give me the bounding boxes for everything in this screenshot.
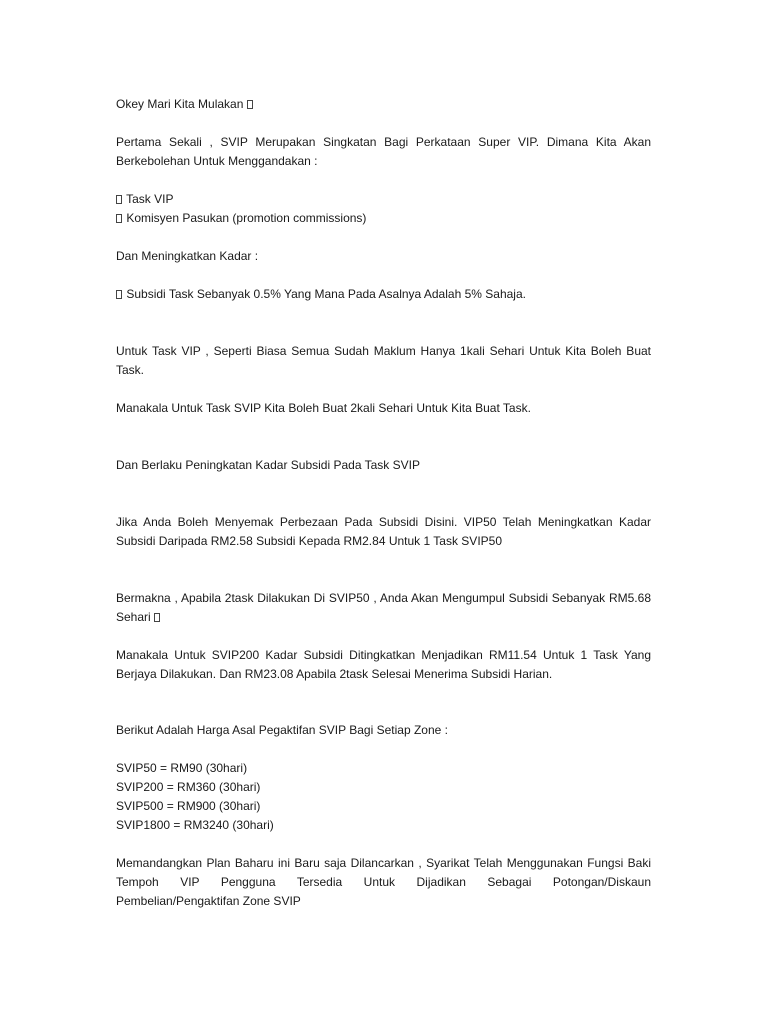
paragraph-line: Berikut Adalah Harga Asal Pegaktifan SVIP Bagi Setiap Zone : xyxy=(116,723,448,737)
paragraph-line: Berkebolehan Untuk Menggandakan : xyxy=(116,154,318,168)
paragraph-line: Untuk Task VIP , Seperti Biasa Semua Sudah Maklum Hanya 1kali Sehari Untuk Kita Boleh Buat xyxy=(116,344,651,358)
missing-glyph-icon xyxy=(116,290,122,299)
bullet-text: Subsidi Task Sebanyak 0.5% Yang Mana Pada Asalnya Adalah 5% Sahaja. xyxy=(126,287,526,301)
price-line: SVIP1800 = RM3240 (30hari) xyxy=(116,818,274,832)
paragraph-line: Tempoh VIP Pengguna Tersedia Untuk Dijadikan Sebagai Potongan/Diskaun xyxy=(116,875,651,889)
paragraph-line: Pertama Sekali , SVIP Merupakan Singkatan Bagi Perkataan Super VIP. Dimana Kita Akan xyxy=(116,135,651,149)
paragraph-text: Sehari xyxy=(116,610,151,624)
bullet-text: Task VIP xyxy=(126,192,174,206)
paragraph-line: Manakala Untuk Task SVIP Kita Boleh Buat 2kali Sehari Untuk Kita Buat Task. xyxy=(116,401,531,415)
paragraph-line xyxy=(116,608,651,627)
price-line: SVIP200 = RM360 (30hari) xyxy=(116,780,261,794)
price-line: SVIP50 = RM90 (30hari) xyxy=(116,761,248,775)
bullet-item xyxy=(116,285,651,304)
missing-glyph-icon xyxy=(154,613,160,622)
bullet-text: Komisyen Pasukan (promotion commissions) xyxy=(126,211,367,225)
price-line: SVIP500 = RM900 (30hari) xyxy=(116,799,261,813)
paragraph-line: Manakala Untuk SVIP200 Kadar Subsidi Ditingkatkan Menjadikan RM11.54 Untuk 1 Task Yang xyxy=(116,648,651,662)
paragraph-line: Dan Meningkatkan Kadar : xyxy=(116,249,259,263)
intro-line xyxy=(116,95,651,114)
paragraph-line: Bermakna , Apabila 2task Dilakukan Di SVIP50 , Anda Akan Mengumpul Subsidi Sebanyak RM5.68 xyxy=(116,591,651,605)
document-page xyxy=(116,0,651,1024)
bullet-item xyxy=(116,209,651,228)
paragraph-line: Berjaya Dilakukan. Dan RM23.08 Apabila 2task Selesai Menerima Subsidi Harian. xyxy=(116,667,553,681)
missing-glyph-icon xyxy=(116,214,122,223)
paragraph-line: Jika Anda Boleh Menyemak Perbezaan Pada Subsidi Disini. VIP50 Telah Meningkatkan Kadar xyxy=(116,515,651,529)
paragraph-line: Task. xyxy=(116,363,145,377)
paragraph-line: Subsidi Daripada RM2.58 Subsidi Kepada RM2.84 Untuk 1 Task SVIP50 xyxy=(116,534,502,548)
paragraph-line: Dan Berlaku Peningkatan Kadar Subsidi Pada Task SVIP xyxy=(116,458,420,472)
paragraph-line: Pembelian/Pengaktifan Zone SVIP xyxy=(116,894,301,908)
missing-glyph-icon xyxy=(247,100,253,109)
missing-glyph-icon xyxy=(116,195,122,204)
bullet-item xyxy=(116,190,651,209)
paragraph-line: Memandangkan Plan Baharu ini Baru saja Dilancarkan , Syarikat Telah Menggunakan Fungsi Baki xyxy=(116,856,651,870)
intro-text: Okey Mari Kita Mulakan xyxy=(116,97,244,111)
